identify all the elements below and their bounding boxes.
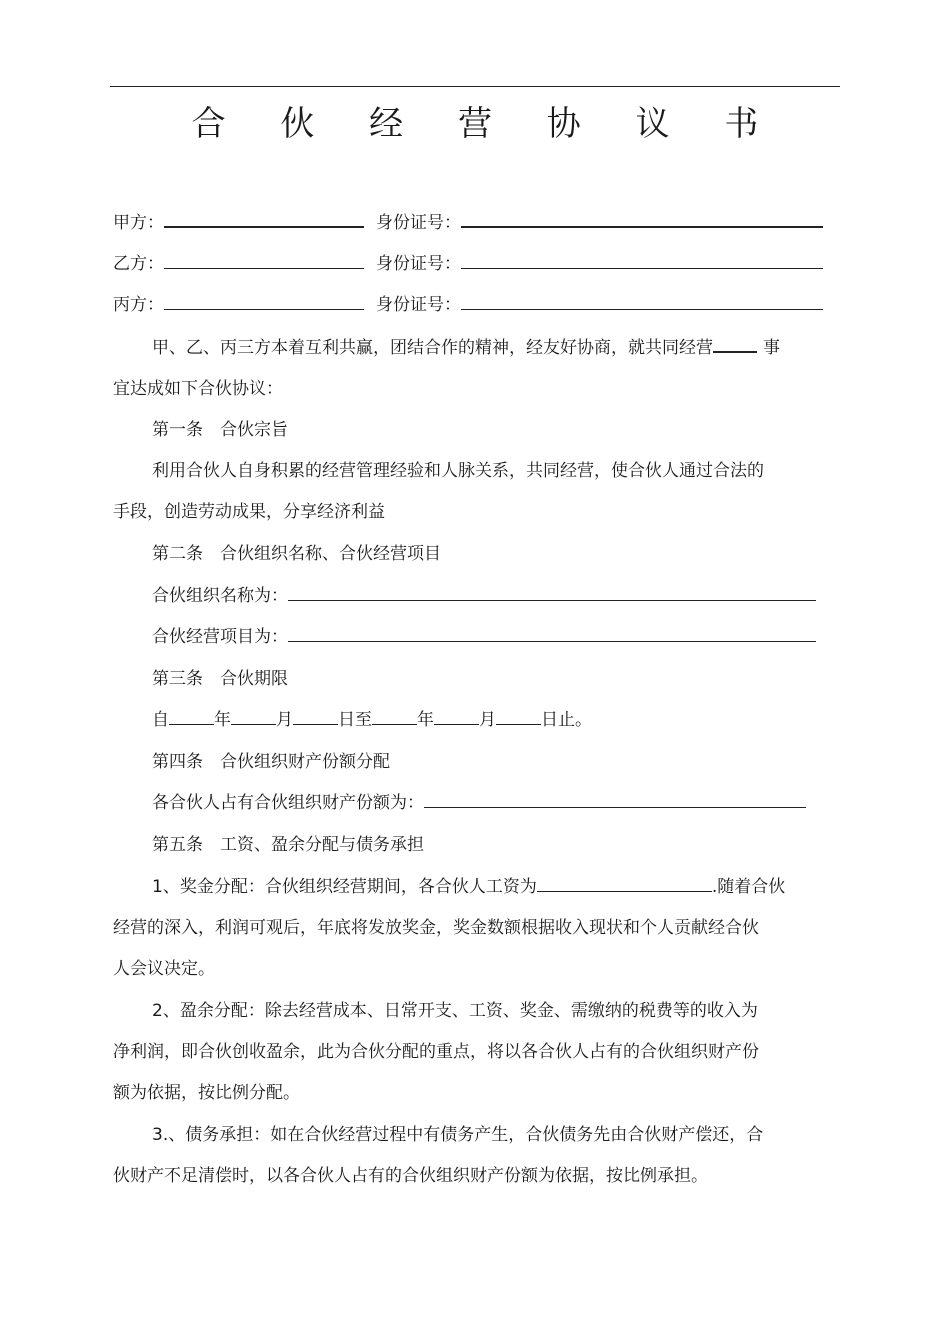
document-title: 合 伙 经 营 协 议 书: [191, 104, 781, 144]
article-4-heading: 第四条 合伙组织财产份额分配: [152, 752, 390, 772]
bonus-line-3: 人会议决定。: [113, 959, 215, 979]
party-b-blank[interactable]: [164, 252, 364, 269]
party-a-id-blank[interactable]: [461, 210, 823, 228]
term-row: [152, 708, 592, 732]
org-name-row: [152, 584, 816, 608]
start-day-blank[interactable]: [293, 708, 338, 725]
article-1-text-1: 利用合伙人自身积累的经营管理经验和人脉关系，共同经营，使合伙人通过合法的: [152, 461, 764, 481]
debt-line-2: 伙财产不足清偿时，以各合伙人占有的合伙组织财产份额为依据，按比例承担。: [113, 1166, 708, 1186]
party-a-label: 甲方：: [113, 213, 164, 233]
salary-blank[interactable]: [537, 875, 712, 892]
start-year-blank[interactable]: [169, 708, 214, 725]
bonus-line-2: 经营的深入，利润可观后，年底将发放奖金，奖金数额根据收入现状和个人贡献经合伙: [113, 918, 759, 938]
bonus-line-1: [152, 875, 785, 899]
article-5-heading: 第五条 工资、盈余分配与债务承担: [152, 835, 424, 855]
intro-line-2: 宜达成如下合伙协议：: [113, 379, 283, 399]
end-day-blank[interactable]: [496, 708, 541, 725]
surplus-line-3: 额为依据，按比例分配。: [113, 1083, 300, 1103]
article-1-text-2: 手段，创造劳动成果，分享经济利益: [113, 502, 385, 522]
term-month-2: 月: [479, 710, 496, 730]
project-label: 合伙经营项目为：: [152, 627, 288, 647]
party-c-id-blank[interactable]: [461, 293, 823, 310]
bonus-text-end: .随着合伙: [711, 877, 786, 897]
intro-text-end: 事: [763, 338, 780, 358]
share-row: [152, 791, 806, 815]
party-b-id-blank[interactable]: [461, 252, 823, 269]
bonus-text: 1、奖金分配：合伙组织经营期间，各合伙人工资为: [152, 877, 537, 897]
term-year-2: 年: [417, 710, 434, 730]
end-month-blank[interactable]: [434, 708, 479, 725]
party-b-row: [113, 252, 823, 276]
party-a-row: [113, 210, 823, 235]
org-name-blank[interactable]: [288, 584, 816, 601]
party-c-blank[interactable]: [164, 293, 364, 310]
party-b-id-label: 身份证号：: [376, 254, 461, 274]
term-year: 年: [214, 710, 231, 730]
term-from: 自: [152, 710, 169, 730]
surplus-line-1: 2、盈余分配：除去经营成本、日常开支、工资、奖金、需缴纳的税费等的收入为: [152, 1001, 758, 1021]
business-blank[interactable]: [713, 335, 757, 353]
party-c-id-label: 身份证号：: [376, 295, 461, 315]
share-blank[interactable]: [424, 791, 806, 808]
debt-line-1: 3.、债务承担：如在合伙经营过程中有债务产生，合伙债务先由合伙财产偿还，合: [152, 1125, 764, 1145]
project-row: [152, 625, 816, 649]
end-year-blank[interactable]: [372, 708, 417, 725]
intro-text: 甲、乙、丙三方本着互利共赢，团结合作的精神，经友好协商，就共同经营: [152, 338, 713, 358]
share-label: 各合伙人占有合伙组织财产份额为：: [152, 793, 424, 813]
project-blank[interactable]: [288, 625, 816, 642]
surplus-line-2: 净利润，即合伙创收盈余，此为合伙分配的重点，将以各合伙人占有的合伙组织财产份: [113, 1042, 759, 1062]
term-day-to: 日至: [338, 710, 372, 730]
header-rule: [110, 86, 840, 87]
party-a-blank[interactable]: [164, 210, 364, 228]
party-b-label: 乙方：: [113, 254, 164, 274]
party-c-label: 丙方：: [113, 295, 164, 315]
party-c-row: [113, 293, 823, 317]
article-2-heading: 第二条 合伙组织名称、合伙经营项目: [152, 544, 441, 564]
party-a-id-label: 身份证号：: [376, 213, 461, 233]
article-3-heading: 第三条 合伙期限: [152, 669, 288, 689]
term-month: 月: [276, 710, 293, 730]
intro-line-1: [152, 335, 780, 360]
org-name-label: 合伙组织名称为：: [152, 586, 288, 606]
start-month-blank[interactable]: [231, 708, 276, 725]
article-1-heading: 第一条 合伙宗旨: [152, 420, 288, 440]
term-day-end: 日止。: [541, 710, 592, 730]
